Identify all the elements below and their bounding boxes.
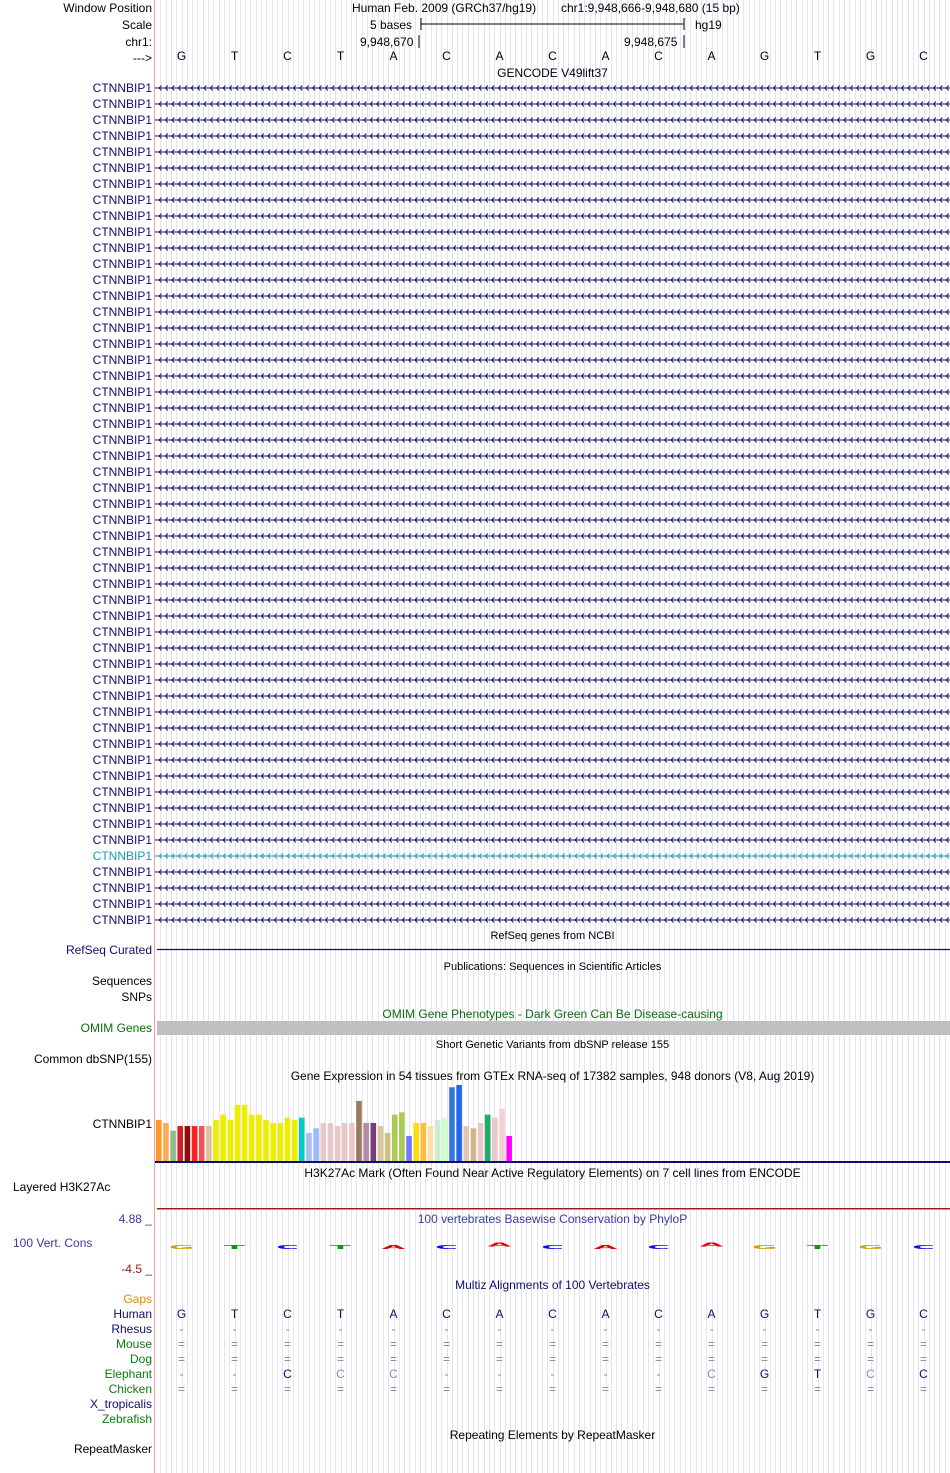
multiz-base: = [654, 1337, 662, 1351]
gtex-tissue-bar[interactable] [256, 1115, 262, 1161]
multiz-base: - [497, 1367, 502, 1381]
gtex-tissue-bar[interactable] [413, 1123, 419, 1161]
repeat-track-title[interactable]: Repeating Elements by RepeatMasker [449, 1428, 656, 1442]
gencode-transcript-label[interactable]: CTNNBIP1 [92, 369, 152, 383]
sequence-base: T [230, 49, 239, 63]
multiz-base: C [866, 1367, 875, 1381]
gencode-transcript-label[interactable]: CTNNBIP1 [92, 417, 152, 431]
coord-right: 9,948,675 [624, 35, 678, 49]
gtex-tissue-bar[interactable] [213, 1120, 219, 1161]
cons-logo-letter: G [751, 1244, 778, 1251]
multiz-base: = [230, 1337, 238, 1351]
sequence-base: A [495, 49, 504, 63]
gencode-transcript-label[interactable]: CTNNBIP1 [92, 577, 152, 591]
gtex-tissue-bar[interactable] [185, 1126, 191, 1161]
gtex-tissue-bar[interactable] [421, 1123, 427, 1161]
omim-track-title[interactable]: OMIM Gene Phenotypes - Dark Green Can Be Disease-causing [382, 1007, 723, 1021]
gtex-tissue-bar[interactable] [220, 1115, 226, 1161]
gencode-transcript-label[interactable]: CTNNBIP1 [92, 657, 152, 671]
cons-logo-letter: T [807, 1244, 828, 1251]
multiz-base: = [866, 1382, 874, 1396]
cons-min: -4.5 _ [121, 1262, 152, 1276]
multiz-base: C [919, 1367, 928, 1381]
gtex-tissue-bar[interactable] [313, 1128, 319, 1161]
gtex-tissue-bar[interactable] [342, 1123, 348, 1161]
multiz-base: = [919, 1352, 927, 1366]
multiz-base: = [495, 1382, 503, 1396]
gencode-transcripts[interactable] [155, 0, 950, 930]
multiz-base: = [707, 1337, 715, 1351]
gtex-tissue-bar[interactable] [242, 1105, 248, 1161]
cons-logo-letter: T [330, 1244, 351, 1251]
assembly-title: Human Feb. 2009 (GRCh37/hg19) [352, 1, 537, 15]
gencode-transcript-label[interactable]: CTNNBIP1 [92, 337, 152, 351]
gtex-tissue-bar[interactable] [192, 1126, 198, 1161]
gtex-tissue-bar[interactable] [199, 1126, 205, 1161]
multiz-base: - [868, 1322, 873, 1336]
gtex-tissue-bar[interactable] [270, 1123, 276, 1161]
position-text: chr1:9,948,666-9,948,680 (15 bp) [561, 1, 740, 15]
multiz-base: - [497, 1322, 502, 1336]
multiz-base: = [177, 1337, 185, 1351]
multiz-base: = [389, 1352, 397, 1366]
multiz-base: = [654, 1382, 662, 1396]
multiz-base: = [548, 1382, 556, 1396]
cons-logo-letter: A [593, 1244, 618, 1251]
window-position-label: Window Position [63, 1, 152, 15]
gtex-tissue-bar[interactable] [235, 1105, 241, 1161]
gtex-tissue-bar[interactable] [299, 1118, 305, 1161]
gencode-transcript-label[interactable]: CTNNBIP1 [92, 801, 152, 815]
gtex-tissue-bar[interactable] [456, 1085, 462, 1161]
multiz-base: = [760, 1352, 768, 1366]
sequence-base: C [548, 49, 557, 63]
gencode-transcript-label[interactable]: CTNNBIP1 [92, 849, 152, 863]
gencode-transcript-label[interactable]: CTNNBIP1 [92, 433, 152, 447]
multiz-base: - [232, 1367, 237, 1381]
multiz-species-label[interactable]: X_tropicalis [89, 1397, 152, 1411]
cons-max: 4.88 _ [118, 1212, 152, 1226]
gencode-transcript-label[interactable]: CTNNBIP1 [92, 545, 152, 559]
multiz-base: = [866, 1352, 874, 1366]
gencode-track-title[interactable]: GENCODE V49lift37 [497, 66, 608, 80]
gencode-transcript-label[interactable]: CTNNBIP1 [92, 97, 152, 111]
sequence-base: C [654, 49, 663, 63]
multiz-base: - [285, 1322, 290, 1336]
multiz-base: = [283, 1337, 291, 1351]
cons-logo-letter: C [276, 1244, 299, 1251]
multiz-base: = [283, 1352, 291, 1366]
gencode-transcript-label[interactable]: CTNNBIP1 [92, 305, 152, 319]
multiz-base: = [495, 1337, 503, 1351]
omim-gene-bar[interactable] [157, 1021, 950, 1035]
multiz-base: - [232, 1322, 237, 1336]
multiz-base: A [389, 1307, 398, 1321]
cons-label[interactable]: 100 Vert. Cons [13, 1236, 93, 1250]
gencode-transcript-label[interactable]: CTNNBIP1 [92, 609, 152, 623]
gencode-transcript-label[interactable]: CTNNBIP1 [92, 497, 152, 511]
multiz-base: = [866, 1337, 874, 1351]
sequence-base: G [176, 49, 187, 63]
gencode-transcript-label[interactable]: CTNNBIP1 [92, 561, 152, 575]
dbsnp-track-title[interactable]: Short Genetic Variants from dbSNP release 155 [435, 1039, 670, 1051]
gencode-transcript-label[interactable]: CTNNBIP1 [92, 833, 152, 847]
gtex-tissue-bar[interactable] [363, 1123, 369, 1161]
gtex-tissue-bar[interactable] [385, 1133, 391, 1161]
gencode-transcript-label[interactable]: CTNNBIP1 [92, 465, 152, 479]
multiz-base: = [336, 1352, 344, 1366]
multiz-base: - [391, 1322, 396, 1336]
gencode-transcript-label[interactable]: CTNNBIP1 [92, 209, 152, 223]
multiz-base: = [813, 1337, 821, 1351]
gtex-tissue-bar[interactable] [356, 1101, 362, 1161]
gtex-tissue-bar[interactable] [263, 1120, 269, 1161]
multiz-base: A [601, 1307, 610, 1321]
multiz-base: = [336, 1337, 344, 1351]
multiz-base: = [177, 1352, 185, 1366]
gencode-transcript-label[interactable]: CTNNBIP1 [92, 241, 152, 255]
multiz-base: - [550, 1367, 555, 1381]
gencode-transcript-label[interactable]: CTNNBIP1 [92, 625, 152, 639]
gtex-tissue-bar[interactable] [492, 1118, 498, 1161]
gencode-transcript-label[interactable]: CTNNBIP1 [92, 769, 152, 783]
chrom-label: chr1: [125, 35, 152, 49]
scale-label: Scale [121, 18, 152, 32]
multiz-base: G [759, 1367, 770, 1381]
multiz-base: = [177, 1382, 185, 1396]
gencode-transcript-label[interactable]: CTNNBIP1 [92, 385, 152, 399]
multiz-base: = [230, 1352, 238, 1366]
gencode-transcript-label[interactable]: CTNNBIP1 [92, 81, 152, 95]
gencode-transcript-label[interactable]: CTNNBIP1 [92, 193, 152, 207]
multiz-base: - [179, 1367, 184, 1381]
gtex-tissue-bar[interactable] [278, 1123, 284, 1161]
multiz-base: - [815, 1322, 820, 1336]
pubs-label-sequences[interactable]: Sequences [91, 974, 152, 988]
multiz-base: T [230, 1307, 239, 1321]
multiz-base: T [813, 1307, 822, 1321]
cons-logo-letter: A [381, 1244, 406, 1251]
gtex-track-title[interactable]: Gene Expression in 54 tissues from GTEx RNA-seq of 17382 samples, 948 donors (V8, Aug 2019) [290, 1069, 815, 1083]
multiz-base: T [813, 1367, 822, 1381]
repeat-label[interactable]: RepeatMasker [73, 1442, 152, 1456]
multiz-species-label[interactable]: Rhesus [111, 1322, 152, 1336]
gtex-tissue-bar[interactable] [449, 1087, 455, 1161]
gencode-transcript-label[interactable]: CTNNBIP1 [92, 257, 152, 271]
multiz-base: C [654, 1307, 663, 1321]
multiz-base: C [336, 1367, 345, 1381]
multiz-base: = [601, 1352, 609, 1366]
gencode-transcript-label[interactable]: CTNNBIP1 [92, 641, 152, 655]
multiz-base: = [919, 1382, 927, 1396]
gtex-tissue-bar[interactable] [163, 1123, 169, 1161]
gtex-tissue-bar[interactable] [349, 1123, 355, 1161]
multiz-base: = [813, 1352, 821, 1366]
multiz-base: = [654, 1352, 662, 1366]
multiz-base: C [283, 1367, 292, 1381]
assembly-db: hg19 [695, 18, 722, 32]
multiz-base: = [548, 1352, 556, 1366]
omim-label[interactable]: OMIM Genes [80, 1021, 152, 1035]
multiz-track-title[interactable]: Multiz Alignments of 100 Vertebrates [455, 1278, 650, 1292]
multiz-base: = [283, 1382, 291, 1396]
multiz-base: - [603, 1322, 608, 1336]
multiz-base: A [495, 1307, 504, 1321]
multiz-base: T [336, 1307, 345, 1321]
multiz-species-label[interactable]: Human [113, 1307, 152, 1321]
gencode-transcript-label[interactable]: CTNNBIP1 [92, 177, 152, 191]
cons-logo-letter: A [699, 1242, 724, 1248]
gencode-transcript-label[interactable]: CTNNBIP1 [92, 449, 152, 463]
gtex-tissue-bar[interactable] [442, 1118, 448, 1161]
gtex-label[interactable]: CTNNBIP1 [92, 1117, 152, 1131]
gtex-tissue-bar[interactable] [292, 1120, 298, 1161]
gtex-tissue-bar[interactable] [499, 1109, 505, 1161]
sequence-base: C [919, 49, 928, 63]
multiz-base: G [865, 1307, 876, 1321]
gencode-transcript-label[interactable]: CTNNBIP1 [92, 785, 152, 799]
gtex-tissue-bar[interactable] [399, 1112, 405, 1161]
multiz-base: = [601, 1382, 609, 1396]
multiz-species-label[interactable]: Mouse [115, 1337, 152, 1351]
sequence-base: G [759, 49, 770, 63]
cons-logo-letter: C [647, 1244, 670, 1251]
gencode-transcript-label[interactable]: CTNNBIP1 [92, 321, 152, 335]
gtex-tissue-bar[interactable] [328, 1123, 334, 1161]
multiz-gaps-label: Gaps [123, 1292, 152, 1306]
multiz-base: C [389, 1367, 398, 1381]
multiz-base: - [656, 1322, 661, 1336]
multiz-base: = [389, 1337, 397, 1351]
gencode-transcript-label[interactable]: CTNNBIP1 [92, 289, 152, 303]
gencode-transcript-label[interactable]: CTNNBIP1 [92, 753, 152, 767]
sequence-base: A [601, 49, 610, 63]
gencode-transcript-label[interactable]: CTNNBIP1 [92, 881, 152, 895]
sequence-base: T [336, 49, 345, 63]
multiz-species-label[interactable]: Chicken [108, 1382, 152, 1396]
multiz-base: = [919, 1337, 927, 1351]
multiz-base: = [760, 1337, 768, 1351]
gtex-tissue-bar[interactable] [249, 1115, 255, 1161]
cons-logo-letter: C [912, 1244, 935, 1251]
cons-logo-letter: G [168, 1244, 195, 1251]
sequence-base: G [865, 49, 876, 63]
gencode-transcript-label[interactable]: CTNNBIP1 [92, 705, 152, 719]
multiz-base: C [919, 1307, 928, 1321]
gtex-tissue-bar[interactable] [435, 1120, 441, 1161]
multiz-species-label[interactable]: Elephant [104, 1367, 152, 1381]
cons-logo-letter: C [435, 1244, 458, 1251]
multiz-base: = [601, 1337, 609, 1351]
gencode-transcript-label[interactable]: CTNNBIP1 [92, 129, 152, 143]
gencode-transcript-label[interactable]: CTNNBIP1 [92, 481, 152, 495]
gencode-transcript-label[interactable]: CTNNBIP1 [92, 721, 152, 735]
gencode-transcript-label[interactable]: CTNNBIP1 [92, 513, 152, 527]
gtex-tissue-bar[interactable] [478, 1123, 484, 1161]
cons-logo-letter: T [224, 1244, 245, 1251]
sequence-base: A [707, 49, 716, 63]
multiz-base: = [442, 1337, 450, 1351]
gencode-transcript-label[interactable]: CTNNBIP1 [92, 225, 152, 239]
gtex-tissue-bar[interactable] [428, 1126, 434, 1161]
gtex-tissue-bar[interactable] [228, 1120, 234, 1161]
multiz-base: A [707, 1307, 716, 1321]
gencode-transcript-label[interactable]: CTNNBIP1 [92, 817, 152, 831]
multiz-species-label[interactable]: Dog [129, 1352, 152, 1366]
multiz-base: = [230, 1382, 238, 1396]
multiz-base: - [444, 1322, 449, 1336]
multiz-base: - [709, 1322, 714, 1336]
multiz-base: = [707, 1352, 715, 1366]
strand-label[interactable]: ---> [133, 51, 152, 65]
multiz-base: C [283, 1307, 292, 1321]
coord-left: 9,948,670 [360, 35, 414, 49]
gtex-tissue-bar[interactable] [170, 1131, 176, 1161]
gencode-transcript-label[interactable]: CTNNBIP1 [92, 737, 152, 751]
multiz-base: = [707, 1382, 715, 1396]
gtex-tissue-bar[interactable] [392, 1115, 398, 1161]
gencode-transcript-label[interactable]: CTNNBIP1 [92, 401, 152, 415]
multiz-base: = [442, 1382, 450, 1396]
gtex-tissue-bar[interactable] [335, 1126, 341, 1161]
sequence-base: C [283, 49, 292, 63]
multiz-base: = [760, 1382, 768, 1396]
multiz-base: - [762, 1322, 767, 1336]
gtex-tissue-bar[interactable] [156, 1120, 162, 1161]
gtex-tissue-bar[interactable] [471, 1128, 477, 1161]
h3k27ac-signal-line-2 [157, 1209, 950, 1210]
multiz-base: C [442, 1307, 451, 1321]
gencode-transcript-label[interactable]: CTNNBIP1 [92, 673, 152, 687]
gencode-transcript-label[interactable]: CTNNBIP1 [92, 145, 152, 159]
multiz-base: = [813, 1382, 821, 1396]
multiz-base: - [550, 1322, 555, 1336]
multiz-base: - [179, 1322, 184, 1336]
gencode-transcript-label[interactable]: CTNNBIP1 [92, 897, 152, 911]
multiz-base: - [444, 1367, 449, 1381]
gtex-bar-chart[interactable] [155, 1084, 950, 1164]
gtex-tissue-bar[interactable] [306, 1133, 312, 1161]
multiz-base: = [548, 1337, 556, 1351]
gtex-tissue-bar[interactable] [320, 1123, 326, 1161]
refseq-track-title[interactable]: RefSeq genes from NCBI [490, 930, 615, 942]
multiz-base: - [603, 1367, 608, 1381]
sequence-base: T [813, 49, 822, 63]
sequence-base: A [389, 49, 398, 63]
cons-logo-letter: G [857, 1244, 884, 1251]
gtex-tissue-bar[interactable] [506, 1136, 512, 1161]
multiz-base: = [495, 1352, 503, 1366]
pubs-label-snps[interactable]: SNPs [121, 990, 152, 1004]
gtex-tissue-bar[interactable] [378, 1126, 384, 1161]
cons-logo-letter: C [541, 1244, 564, 1251]
gencode-transcript-label[interactable]: CTNNBIP1 [92, 113, 152, 127]
gtex-tissue-bar[interactable] [371, 1123, 377, 1161]
gtex-baseline [155, 1161, 950, 1163]
gtex-tissue-bar[interactable] [206, 1126, 212, 1161]
multiz-base: C [707, 1367, 716, 1381]
pubs-track-title[interactable]: Publications: Sequences in Scientific Articles [443, 961, 662, 973]
gencode-transcript-label[interactable]: CTNNBIP1 [92, 529, 152, 543]
multiz-base: - [921, 1322, 926, 1336]
refseq-label[interactable]: RefSeq Curated [65, 943, 152, 957]
scale-text: 5 bases [370, 18, 413, 32]
sequence-base: C [442, 49, 451, 63]
multiz-base: G [176, 1307, 187, 1321]
multiz-base: = [389, 1382, 397, 1396]
gencode-transcript-label[interactable]: CTNNBIP1 [92, 865, 152, 879]
gtex-tissue-bar[interactable] [485, 1115, 491, 1161]
multiz-base: = [336, 1382, 344, 1396]
multiz-base: C [548, 1307, 557, 1321]
dbsnp-label[interactable]: Common dbSNP(155) [33, 1052, 152, 1066]
gtex-tissue-bar[interactable] [463, 1126, 469, 1161]
multiz-base: = [442, 1352, 450, 1366]
cons-logo-letter: A [487, 1242, 512, 1248]
multiz-base: - [656, 1367, 661, 1381]
gtex-tissue-bar[interactable] [177, 1126, 183, 1161]
gencode-transcript-label[interactable]: CTNNBIP1 [92, 353, 152, 367]
gtex-tissue-bar[interactable] [285, 1118, 291, 1161]
h3k27ac-label[interactable]: Layered H3K27Ac [13, 1180, 111, 1194]
cons-track-title[interactable]: 100 vertebrates Basewise Conservation by PhyloP [417, 1212, 688, 1226]
gtex-tissue-bar[interactable] [406, 1136, 412, 1161]
multiz-base: G [759, 1307, 770, 1321]
gencode-transcript-label[interactable]: CTNNBIP1 [92, 593, 152, 607]
h3k27ac-track-title[interactable]: H3K27Ac Mark (Often Found Near Active Regulatory Elements) on 7 cell lines from ENCODE [304, 1166, 801, 1180]
refseq-gene-line[interactable] [157, 948, 950, 952]
gencode-transcript-label[interactable]: CTNNBIP1 [92, 689, 152, 703]
multiz-base: - [338, 1322, 343, 1336]
gencode-transcript-label[interactable]: CTNNBIP1 [92, 161, 152, 175]
multiz-species-label[interactable]: Zebrafish [101, 1412, 152, 1426]
gencode-transcript-label[interactable]: CTNNBIP1 [92, 913, 152, 927]
gencode-transcript-label[interactable]: CTNNBIP1 [92, 273, 152, 287]
cons-logo[interactable] [155, 1240, 950, 1270]
